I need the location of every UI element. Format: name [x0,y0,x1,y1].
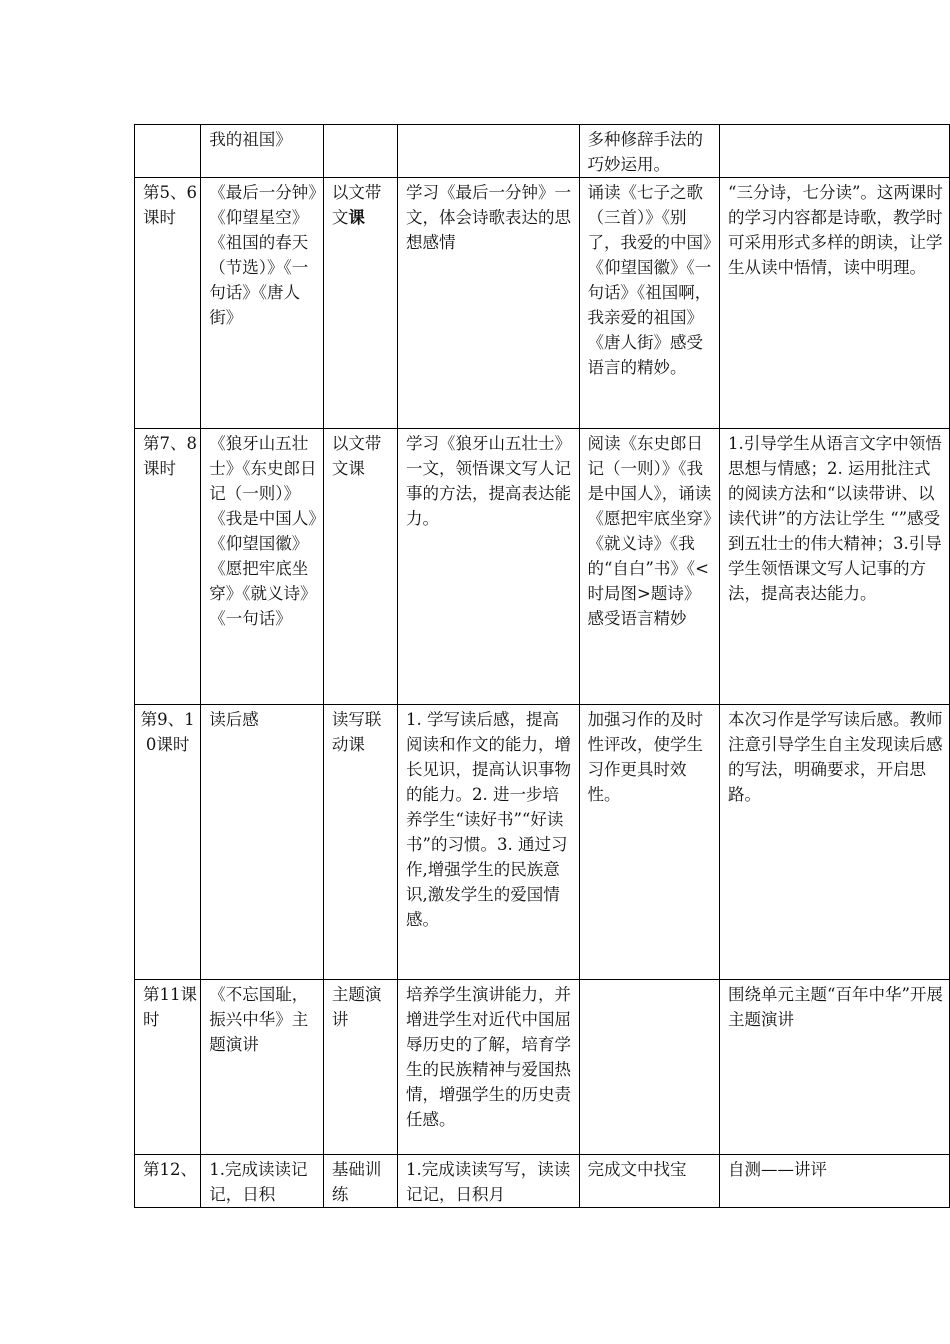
strategy-cell: “三分诗，七分读”。这两课时的学习内容都是诗歌，教学时可采用形式多样的朗读，让学生从读中悟情，读中明理。 [720,178,950,429]
lesson-type-cell: 基础训练 [323,1155,397,1208]
period-cell: 第12、 [135,1155,201,1208]
extension-cell [579,980,720,1155]
lesson-plan-table [134,124,950,1208]
extension-cell: 诵读《七子之歌（三首）》《别了，我爱的中国》《仰望国徽》《一句话》《祖国啊，我亲爱的祖国》《唐人街》感受语言的精妙。 [579,178,720,429]
table-row [135,178,950,429]
period-cell: 第9、10课时 [135,705,201,980]
content-cell: 《不忘国耻，振兴中华》主题演讲 [201,980,324,1155]
strategy-cell: 自测——讲评 [720,1155,950,1208]
extension-cell: 完成文中找宝 [579,1155,720,1208]
objective-cell: 学习《狼牙山五壮士》一文，领悟课文写人记事的方法，提高表达能力。 [398,429,579,705]
table-row [135,429,950,705]
content-cell: 我的祖国》 [201,125,324,178]
strategy-cell: 1.引导学生从语言文字中领悟思想与情感；2. 运用批注式的阅读方法和“以读带讲、以读代讲”的方法让学生 “”感受到五壮士的伟大精神；3.引导学生领悟课文写人记事的方法，提高表达能力。 [720,429,950,705]
lesson-type-cell [323,125,397,178]
strategy-cell: 本次习作是学写读后感。教师注意引导学生自主发现读后感的写法，明确要求，开启思路。 [720,705,950,980]
table-row [135,125,950,178]
extension-cell: 多种修辞手法的巧妙运用。 [579,125,720,178]
objective-cell: 培养学生演讲能力，并增进学生对近代中国屈辱历史的了解，培育学生的民族精神与爱国热情，增强学生的历史责任感。 [398,980,579,1155]
content-cell: 《狼牙山五壮士》《东史郎日记（一则）》《我是中国人》《仰望国徽》《愿把牢底坐穿》《就义诗》《一句话》 [201,429,324,705]
lesson-type-cell: 读写联动课 [323,705,397,980]
lesson-type-text: 以文带文 [331,183,382,227]
period-cell [135,125,201,178]
period-cell: 第5、6课时 [135,178,201,429]
table-row [135,705,950,980]
lesson-type-cell: 以文带文课 [323,429,397,705]
content-cell: 1.完成读读记记，日积 [201,1155,324,1208]
table-row [135,1155,950,1208]
extension-cell: 加强习作的及时性评改，使学生习作更具时效性。 [579,705,720,980]
period-cell: 第7、8课时 [135,429,201,705]
strategy-cell [720,125,950,178]
lesson-type-bold-text: 课 [348,208,365,227]
content-cell: 《最后一分钟》《仰望星空》《祖国的春天（节选）》《一句话》《唐人街》 [201,178,324,429]
content-cell: 读后感 [201,705,324,980]
lesson-type-cell [323,178,397,429]
period-cell: 第11课时 [135,980,201,1155]
table-row [135,980,950,1155]
objective-cell: 1.完成读读写写，读读记记，日积月 [398,1155,579,1208]
objective-cell: 学习《最后一分钟》一文，体会诗歌表达的思想感情 [398,178,579,429]
lesson-type-cell: 主题演讲 [323,980,397,1155]
extension-cell: 阅读《东史郎日记（一则）》《我是中国人》，诵读《愿把牢底坐穿》《就义诗》《我的“自白”书》《<时局图>题诗》感受语言精妙 [579,429,720,705]
objective-cell [398,125,579,178]
strategy-cell: 围绕单元主题“百年中华”开展主题演讲 [720,980,950,1155]
objective-cell: 1. 学写读后感，提高阅读和作文的能力，增长见识，提高认识事物的能力。2. 进一步培养学生“读好书”“好读书”的习惯。3. 通过习作,增强学生的民族意识,激发学生的爱国情感。 [398,705,579,980]
